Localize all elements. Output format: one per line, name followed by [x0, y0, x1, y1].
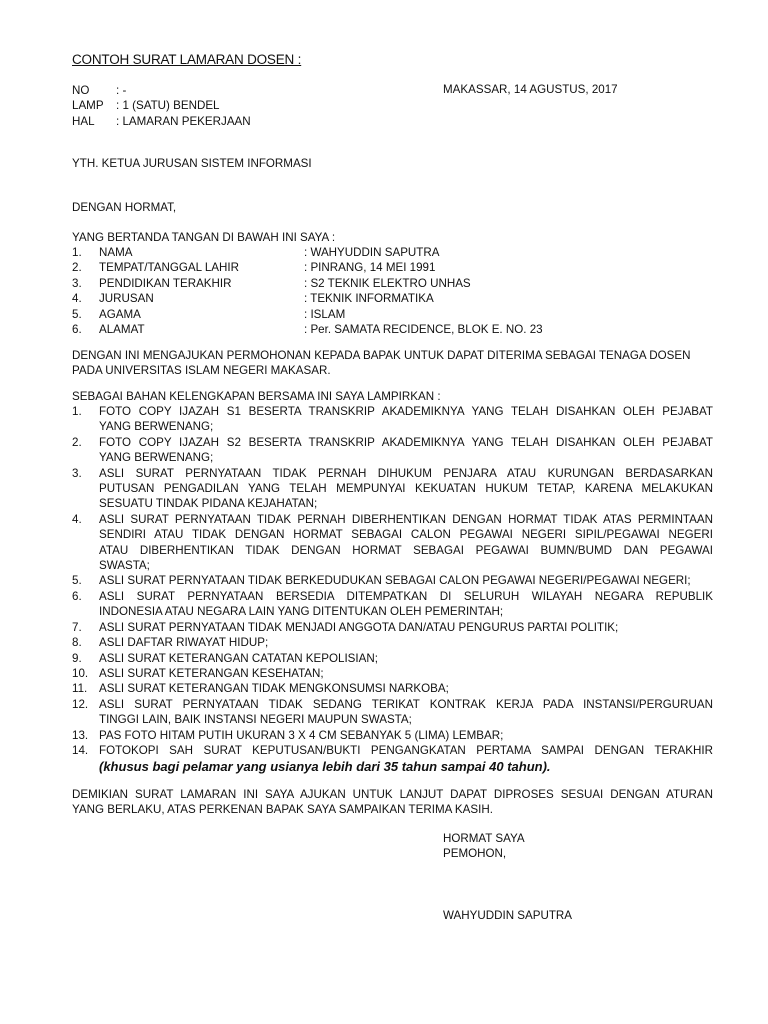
header-row-lamp	[72, 98, 713, 113]
attachment-text	[99, 466, 713, 512]
attachment-note	[99, 758, 713, 775]
attachment-line	[99, 635, 713, 650]
line-text: ASLI SURAT KETERANGAN CATATAN KEPOLISIAN;	[99, 651, 378, 665]
identity-label: PENDIDIKAN TERAKHIR	[99, 276, 232, 290]
attachment-item	[72, 404, 713, 435]
header-key: HAL	[72, 114, 95, 128]
attachment-line	[99, 496, 713, 511]
attachment-line	[99, 743, 713, 758]
line-text: PUTUSAN PENGADILAN YANG TELAH MEMPUNYAI KEKUATAN HUKUM TETAP, KARENA MELAKUKAN	[99, 482, 713, 496]
greeting: DENGAN HORMAT,	[72, 201, 177, 214]
attachment-item	[72, 635, 713, 650]
item-number: 9.	[72, 651, 82, 665]
line-text: SESUATU TINDAK PIDANA KEJAHATAN;	[99, 497, 318, 511]
identity-value: : TEKNIK INFORMATIKA	[304, 292, 434, 306]
attachment-item	[72, 589, 713, 620]
identity-value: : Per. SAMATA RECIDENCE, BLOK E. NO. 23	[304, 323, 543, 337]
line-text: FOTOKOPI SAH SURAT KEPUTUSAN/BUKTI PENGANGKATAN PERTAMA SAMPAI DENGAN TERAKHIR	[99, 743, 713, 757]
item-number: 5.	[72, 574, 82, 588]
intro: YANG BERTANDA TANGAN DI BAWAH INI SAYA :	[72, 231, 336, 244]
attachment-item	[72, 728, 713, 743]
line-text: INDONESIA ATAU NEGARA LAIN YANG DITENTUKAN OLEH PEMERINTAH;	[99, 605, 504, 619]
attachment-item	[72, 681, 713, 696]
line-text: PAS FOTO HITAM PUTIH UKURAN 3 X 4 CM SEBANYAK 5 (LIMA) LEMBAR;	[99, 728, 504, 742]
item-number: 1.	[72, 405, 82, 418]
line-text: ASLI SURAT PERNYATAAN TIDAK SEDANG TERIKAT KONTRAK KERJA PADA INSTANSI/PERGURUAN	[99, 697, 713, 711]
line-text: YANG BERWENANG;	[99, 451, 214, 465]
attachment-line	[99, 450, 713, 465]
closing-paragraph	[72, 787, 713, 818]
recipient: YTH. KETUA JURUSAN SISTEM INFORMASI	[72, 157, 312, 170]
item-number: 4.	[72, 512, 82, 526]
attachment-line	[99, 435, 713, 450]
header-value: : LAMARAN PEKERJAAN	[116, 114, 251, 128]
attachment-line	[99, 604, 713, 619]
line-text: ASLI SURAT PERNYATAAN BERSEDIA DITEMPATKAN DI SELURUH WILAYAH NEGARA REPUBLIK	[99, 589, 713, 603]
attachment-text	[99, 589, 713, 620]
paragraph-line	[72, 802, 713, 817]
line-text: FOTO COPY IJAZAH S2 BESERTA TRANSKRIP AKADEMIKNYA YANG TELAH DISAHKAN OLEH PEJABAT	[99, 435, 713, 449]
attachment-item	[72, 666, 713, 681]
item-number: 6.	[72, 589, 82, 603]
identity-label: AGAMA	[99, 307, 141, 321]
item-number: 5.	[72, 307, 82, 321]
attachment-line	[99, 666, 713, 681]
attachment-line	[99, 728, 713, 743]
signature-role: PEMOHON,	[443, 847, 507, 861]
identity-value: : PINRANG, 14 MEI 1991	[304, 261, 436, 275]
document-title: CONTOH SURAT LAMARAN DOSEN :	[72, 52, 302, 67]
line-text: ASLI SURAT PERNYATAAN TIDAK BERKEDUDUKAN SEBAGAI CALON PEGAWAI NEGERI/PEGAWAI NEGERI;	[99, 574, 691, 588]
attachment-text	[99, 666, 713, 681]
attachment-text	[99, 573, 713, 588]
attachment-text	[99, 697, 713, 728]
attachment-text	[99, 435, 713, 466]
item-number: 3.	[72, 466, 82, 480]
item-number: 6.	[72, 323, 82, 337]
identity-value: : ISLAM	[304, 307, 346, 321]
paragraph-line	[72, 363, 713, 378]
line-text: SENDIRI ATAU TIDAK DENGAN HORMAT SEBAGAI CALON PEGAWAI NEGERI SIPIL/PEGAWAI NEGERI	[99, 528, 713, 542]
attachment-text	[99, 728, 713, 743]
attachment-text	[99, 404, 713, 435]
identity-list	[72, 245, 713, 337]
line-text: ASLI SURAT PERNYATAAN TIDAK PERNAH DIHUKUM PENJARA ATAU KURUNGAN BERDASARKAN	[99, 466, 713, 480]
attachment-text	[99, 620, 713, 635]
item-number: 4.	[72, 292, 82, 306]
attachment-line	[99, 573, 713, 588]
item-number: 3.	[72, 276, 82, 290]
attachment-line	[99, 481, 713, 496]
attachment-item	[72, 743, 713, 775]
line-text: YANG BERLAKU, ATAS PERKENAN BAPAK SAYA SAMPAIKAN TERIMA KASIH.	[72, 803, 493, 817]
letter-date: MAKASSAR, 14 AGUSTUS, 2017	[443, 83, 618, 96]
line-text: ASLI SURAT KETERANGAN TIDAK MENGKONSUMSI NARKOBA;	[99, 682, 449, 696]
attachment-line	[99, 697, 713, 712]
header-key: LAMP	[72, 99, 104, 113]
line-text: ATAU DIBERHENTIKAN TIDAK DENGAN HORMAT SEBAGAI PEGAWAI BUMN/BUMD DAN PEGAWAI	[99, 543, 713, 557]
attachment-line	[99, 681, 713, 696]
header-row-hal	[72, 114, 713, 129]
identity-label: JURUSAN	[99, 292, 154, 306]
identity-label: TEMPAT/TANGGAL LAHIR	[99, 261, 240, 275]
attachment-text	[99, 743, 713, 775]
item-number: 12.	[72, 697, 89, 711]
line-text: FOTO COPY IJAZAH S1 BESERTA TRANSKRIP AKADEMIKNYA YANG TELAH DISAHKAN OLEH PEJABAT	[99, 405, 713, 418]
identity-label: NAMA	[99, 246, 133, 259]
line-text: (khusus bagi pelamar yang usianya lebih dari 35 tahun sampai 40 tahun).	[99, 759, 551, 775]
identity-row	[72, 322, 713, 337]
attachment-line	[99, 558, 713, 573]
signature-block	[443, 831, 693, 923]
attachment-line	[99, 404, 713, 419]
header-value: : -	[116, 84, 127, 97]
line-text: TINGGI LAIN, BAIK INSTANSI NEGERI MAUPUN SWASTA;	[99, 713, 412, 727]
item-number: 1.	[72, 246, 82, 259]
line-text: SWASTA;	[99, 559, 150, 573]
line-text: PADA UNIVERSITAS ISLAM NEGERI MAKASAR.	[72, 364, 331, 378]
attachments-list	[72, 404, 713, 775]
identity-value: : S2 TEKNIK ELEKTRO UNHAS	[304, 276, 471, 290]
item-number: 11.	[72, 682, 88, 696]
attachment-line	[99, 527, 713, 542]
attachment-item	[72, 573, 713, 588]
attachment-line	[99, 543, 713, 558]
attachment-item	[72, 435, 713, 466]
signature-name: WAHYUDDIN SAPUTRA	[443, 908, 573, 922]
item-number: 2.	[72, 261, 82, 275]
item-number: 2.	[72, 435, 82, 449]
attachment-text	[99, 681, 713, 696]
line-text: ASLI SURAT PERNYATAAN TIDAK PERNAH DIBERHENTIKAN DENGAN HORMAT TIDAK ATAS PERMINTAAN	[99, 512, 713, 526]
identity-value: : WAHYUDDIN SAPUTRA	[304, 246, 440, 259]
request-paragraph	[72, 348, 713, 379]
item-number: 8.	[72, 636, 82, 650]
identity-row	[72, 307, 713, 322]
item-number: 13.	[72, 728, 89, 742]
line-text: ASLI SURAT PERNYATAAN TIDAK MENJADI ANGGOTA DAN/ATAU PENGURUS PARTAI POLITIK;	[99, 620, 619, 634]
attachment-line	[99, 419, 713, 434]
identity-label: ALAMAT	[99, 323, 145, 337]
identity-row	[72, 245, 713, 260]
item-number: 14.	[72, 743, 89, 757]
attachment-item	[72, 466, 713, 512]
attachment-item	[72, 620, 713, 635]
paragraph-line	[72, 787, 713, 802]
header-value: : 1 (SATU) BENDEL	[116, 99, 220, 113]
header-key: NO	[72, 84, 90, 97]
line-text: ASLI SURAT KETERANGAN KESEHATAN;	[99, 666, 324, 680]
identity-row	[72, 260, 713, 275]
line-text: DENGAN INI MENGAJUKAN PERMOHONAN KEPADA BAPAK UNTUK DAPAT DITERIMA SEBAGAI TENAGA DOSEN	[72, 349, 691, 362]
attachment-text	[99, 512, 713, 574]
attachment-item	[72, 697, 713, 728]
attachment-line	[99, 620, 713, 635]
attachment-line	[99, 512, 713, 527]
item-number: 10.	[72, 666, 89, 680]
attachment-line	[99, 466, 713, 481]
attachment-text	[99, 635, 713, 650]
identity-row	[72, 276, 713, 291]
line-text: DEMIKIAN SURAT LAMARAN INI SAYA AJUKAN UNTUK LANJUT DAPAT DIPROSES SESUAI DENGAN ATURAN	[72, 788, 713, 801]
attachment-line	[99, 712, 713, 727]
line-text: ASLI DAFTAR RIWAYAT HIDUP;	[99, 636, 269, 650]
item-number: 7.	[72, 620, 82, 634]
paragraph-line	[72, 348, 713, 363]
attachment-line	[99, 651, 713, 666]
attachment-item	[72, 512, 713, 574]
identity-row	[72, 291, 713, 306]
attachment-text	[99, 651, 713, 666]
line-text: YANG BERWENANG;	[99, 420, 214, 434]
attachment-item	[72, 651, 713, 666]
attachment-line	[99, 589, 713, 604]
attachments-intro: SEBAGAI BAHAN KELENGKAPAN BERSAMA INI SAYA LAMPIRKAN :	[72, 390, 441, 403]
signature-closing: HORMAT SAYA	[443, 832, 525, 845]
